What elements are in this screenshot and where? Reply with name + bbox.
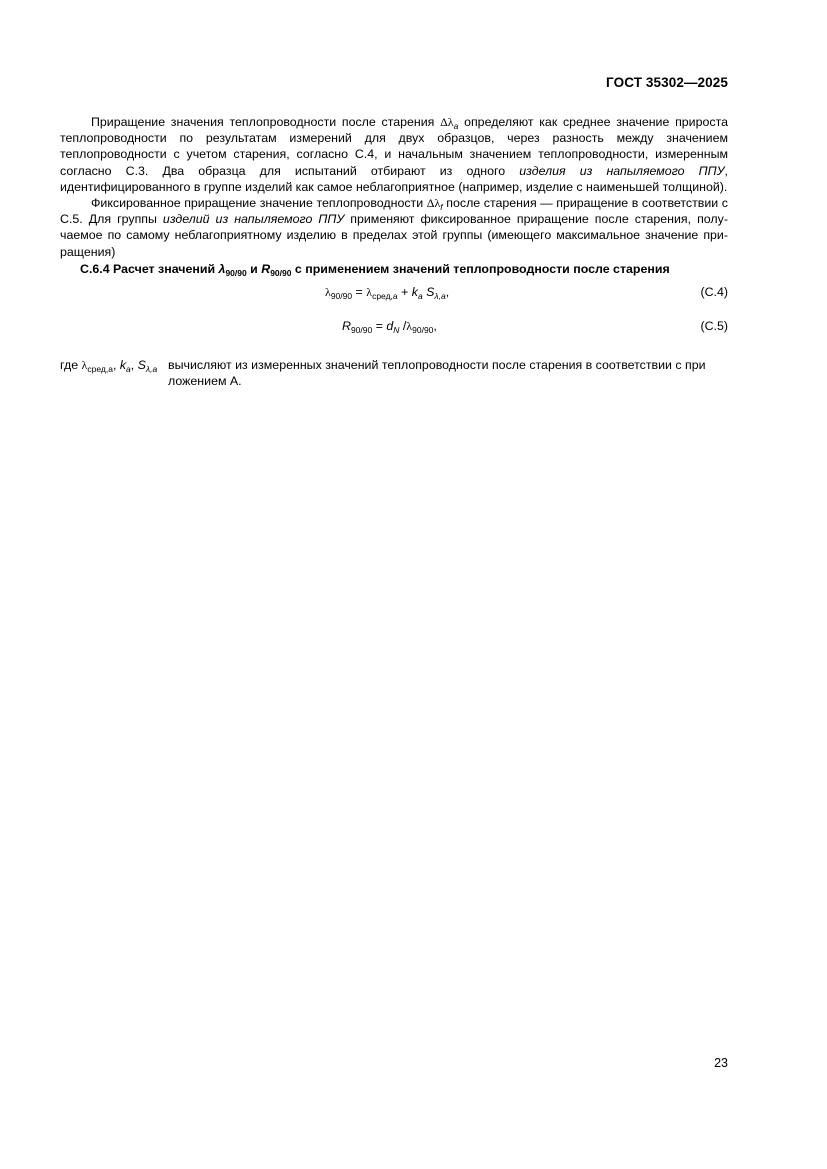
- paragraph-aging-increment: Приращение значения теплопроводности после старения $\Delta\lambda_a$ определяют как среднее значение прироста теплопроводности по результатам измерений для двух образцов, через разность между значением теплопроводности с учетом старения, согласно С.4, и начальным значением теплопроводности, измеренным согласно С.3. Два образца для испытаний отбирают из одного изделия из напыляемого ППУ, идентифицированного в группе изделий как самое неблагоприятное (например, изделие с наименьшей толщиной).: [60, 115, 728, 194]
- where-symbols: где $\lambda_{сред,a}$, $k_a$, $S_{\lambda,a}$: [60, 358, 158, 374]
- equation-c4-formula: $\lambda_{90/90} = \lambda_{сред,a} + k_a$ $S_{\lambda,a}$,: [325, 285, 450, 301]
- equation-c4: [60, 285, 728, 303]
- equation-number: (С.5): [700, 319, 728, 333]
- where-explanation: вычисляют из измеренных значений теплопроводности после старения в соответствии с при ложением А.: [168, 358, 706, 389]
- document-header: ГОСТ 35302—2025: [606, 75, 728, 90]
- equation-c5-formula: $R_{90/90} = d_N$ $/\lambda_{90/90}$,: [342, 319, 437, 335]
- delta-lambda-symbol: Δλ: [440, 115, 454, 129]
- section-heading: С.6.4 Расчет значений $\lambda_{90/90}$ и $R_{90/90}$ с применением значений теплопроводности после старения: [80, 261, 670, 278]
- equation-number: (С.4): [700, 285, 728, 299]
- main-text: [60, 114, 728, 277]
- equation-c5: [60, 319, 728, 337]
- page-number: 23: [714, 1056, 728, 1070]
- delta-lambda-symbol: Δλ: [426, 196, 441, 211]
- product-term: изделия из напыляемого ППУ: [519, 163, 725, 178]
- where-clause: [60, 357, 728, 389]
- paragraph-fixed-increment: Фиксированное приращение значение теплопроводности $\Delta\lambda_f$ после старения — приращение в соответствии с С.5. Для группы изделий из напыляемого ППУ применяют фиксированное приращение после старения, получаемое по самому неблагоприятному изделию в пределах этой группы (имеющего максимальное значение приращения): [60, 196, 728, 259]
- product-term: изделий из напыляемого ППУ: [162, 212, 345, 227]
